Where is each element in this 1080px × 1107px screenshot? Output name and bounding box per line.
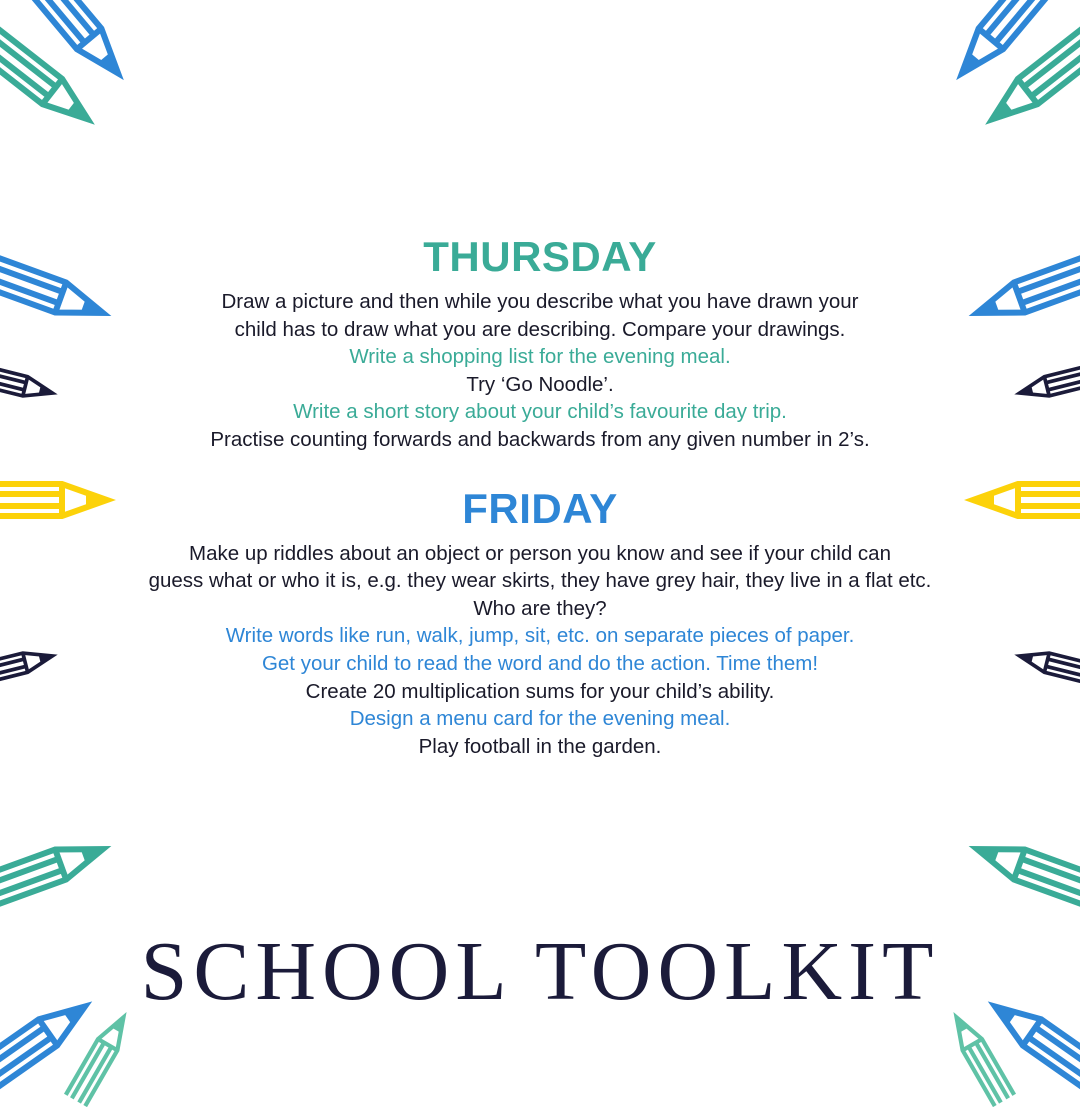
activity-line: Create 20 multiplication sums for your child’s ability. xyxy=(305,679,775,703)
thursday-heading: THURSDAY xyxy=(423,233,657,280)
activity-line: Make up riddles about an object or person you know and see if your child can xyxy=(189,541,891,565)
activity-line: guess what or who it is, e.g. they wear skirts, they have grey hair, they live in a flat etc. xyxy=(148,569,932,593)
activity-line: Draw a picture and then while you describe what you have drawn your xyxy=(221,290,859,313)
activity-line: Write words like run, walk, jump, sit, etc. on separate pieces of paper. xyxy=(225,624,855,648)
activity-line: Play football in the garden. xyxy=(418,734,662,758)
activity-line: Get your child to read the word and do the action. Time them! xyxy=(261,651,819,675)
activity-line: Practise counting forwards and backwards from any given number in 2’s. xyxy=(210,427,870,451)
friday-activities xyxy=(0,540,1080,761)
activity-line: Design a menu card for the evening meal. xyxy=(349,707,731,731)
activity-line: Who are they? xyxy=(473,596,607,620)
thursday-activities xyxy=(0,288,1080,454)
activity-content xyxy=(0,228,1080,760)
activity-line: child has to draw what you are describing. Compare your drawings. xyxy=(234,317,846,341)
activity-line: Try ‘Go Noodle’. xyxy=(466,372,614,396)
friday-heading: FRIDAY xyxy=(462,484,618,532)
activity-line: Write a short story about your child’s favourite day trip. xyxy=(293,400,787,424)
brand-logo: SCHOOL TOOLKIT xyxy=(140,925,940,1018)
activity-line: Write a shopping list for the evening meal. xyxy=(349,345,731,369)
